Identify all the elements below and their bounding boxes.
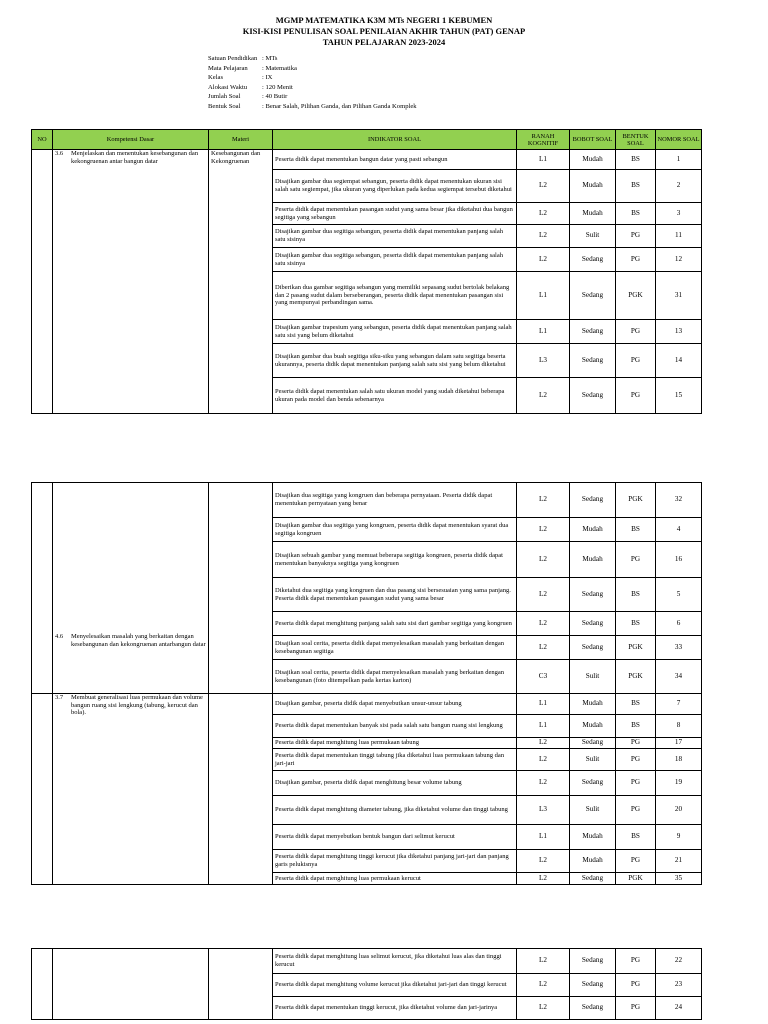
- nomor-cell: 33: [656, 636, 702, 660]
- meta-value: : 120 Menit: [262, 83, 293, 91]
- bentuk-cell: PG: [616, 997, 656, 1020]
- indikator-cell: Disajikan gambar, peserta didik dapat menyebutkan unsur-unsur tabung: [273, 694, 517, 715]
- bentuk-cell: BS: [616, 715, 656, 738]
- indikator-cell: Disajikan gambar dua buah segitiga siku-siku yang sebangun dalam satu segitiga beserta ukurannya, peserta didik dapat menentukan panjang salah satu sisi yang belum diketahui: [273, 344, 517, 378]
- ranah-cell: L1: [517, 272, 570, 320]
- nomor-cell: 9: [656, 825, 702, 850]
- nomor-cell: 8: [656, 715, 702, 738]
- bentuk-cell: PG: [616, 796, 656, 825]
- indikator-cell: Peserta didik dapat menentukan salah satu ukuran model yang sudah diketahui beberapa ukuran pada model dan benda sebenarnya: [273, 378, 517, 414]
- bobot-cell: Mudah: [570, 694, 616, 715]
- bentuk-cell: PGK: [616, 636, 656, 660]
- nomor-cell: 22: [656, 949, 702, 974]
- bobot-cell: Sedang: [570, 949, 616, 974]
- bobot-cell: Sedang: [570, 873, 616, 885]
- nomor-cell: 2: [656, 170, 702, 203]
- meta-label: Alokasi Waktu: [208, 83, 248, 91]
- nomor-cell: 5: [656, 578, 702, 612]
- ranah-cell: L2: [517, 636, 570, 660]
- bentuk-cell: PG: [616, 738, 656, 749]
- indikator-cell: Peserta didik dapat menentukan bangun datar yang pasti sebangun: [273, 150, 517, 170]
- kd-cell: [53, 694, 209, 885]
- ranah-cell: L2: [517, 483, 570, 518]
- kd-cell: [53, 483, 209, 694]
- bobot-cell: Sedang: [570, 771, 616, 796]
- ranah-cell: L2: [517, 850, 570, 873]
- doc-title-line2: KISI-KISI PENULISAN SOAL PENILAIAN AKHIR TAHUN (PAT) GENAP: [242, 26, 526, 36]
- kd-cell: [53, 150, 209, 414]
- bobot-cell: Sedang: [570, 578, 616, 612]
- nomor-cell: 15: [656, 378, 702, 414]
- header-kd: Kompetensi Dasar: [53, 130, 209, 150]
- bobot-cell: Mudah: [570, 715, 616, 738]
- meta-value: : Matematika: [262, 64, 297, 72]
- ranah-cell: L1: [517, 694, 570, 715]
- ranah-cell: L2: [517, 749, 570, 771]
- nomor-cell: 32: [656, 483, 702, 518]
- bentuk-cell: PGK: [616, 660, 656, 694]
- header-nomor: NOMOR SOAL: [656, 130, 702, 150]
- indikator-cell: Disajikan gambar dua segitiga yang kongruen, peserta didik dapat menentukan syarat dua segitiga kongruen: [273, 518, 517, 542]
- indikator-cell: Peserta didik dapat menentukan banyak sisi pada salah satu bangun ruang sisi lengkung: [273, 715, 517, 738]
- indikator-cell: Disajikan gambar trapesium yang sebangun, peserta didik dapat menentukan panjang salah satu sisi yang belum diketahui: [273, 320, 517, 344]
- ranah-cell: L3: [517, 344, 570, 378]
- nomor-cell: 20: [656, 796, 702, 825]
- bobot-cell: Sulit: [570, 225, 616, 248]
- kd-block: [55, 633, 206, 648]
- table-header-row: [32, 130, 702, 150]
- nomor-cell: 1: [656, 150, 702, 170]
- bobot-cell: Mudah: [570, 203, 616, 225]
- bentuk-cell: BS: [616, 170, 656, 203]
- materi-cell: [209, 483, 273, 694]
- ranah-cell: L2: [517, 203, 570, 225]
- table-row: [32, 150, 702, 170]
- bobot-cell: Sedang: [570, 344, 616, 378]
- bentuk-cell: PG: [616, 771, 656, 796]
- bentuk-cell: BS: [616, 612, 656, 636]
- indikator-cell: Peserta didik dapat menentukan pasangan sudut yang sama besar jika diketahui dua bangun segitiga yang sebangun: [273, 203, 517, 225]
- nomor-cell: 23: [656, 974, 702, 997]
- meta-row: [208, 73, 417, 83]
- indikator-cell: Peserta didik dapat menyebutkan bentuk bangun dari selimut kerucut: [273, 825, 517, 850]
- meta-label: Mata Pelajaran: [208, 64, 248, 72]
- indikator-cell: Disajikan gambar, peserta didik dapat menghitung besar volume tabung: [273, 771, 517, 796]
- meta-row: [208, 83, 417, 93]
- kd-cell: [53, 949, 209, 1020]
- header-materi: Materi: [209, 130, 273, 150]
- header-bentuk: BENTUK SOAL: [616, 130, 656, 150]
- ranah-cell: L2: [517, 518, 570, 542]
- bentuk-cell: PG: [616, 949, 656, 974]
- nomor-cell: 12: [656, 248, 702, 272]
- materi-cell: [209, 694, 273, 885]
- bobot-cell: Sedang: [570, 248, 616, 272]
- nomor-cell: 6: [656, 612, 702, 636]
- no-cell: [32, 150, 53, 414]
- bobot-cell: Sedang: [570, 997, 616, 1020]
- bentuk-cell: PG: [616, 248, 656, 272]
- kd-text: Menyelesaikan masalah yang berkaitan dengan kesebangunan dan kekongruenan antarbangun datar: [71, 633, 206, 648]
- ranah-cell: L2: [517, 578, 570, 612]
- bobot-cell: Sedang: [570, 738, 616, 749]
- nomor-cell: 14: [656, 344, 702, 378]
- kd-number: 3.7: [55, 694, 64, 701]
- nomor-cell: 35: [656, 873, 702, 885]
- indikator-cell: Disajikan soal cerita, peserta didik dapat menyelesaikan masalah yang berkaitan dengan kesebangunan segitiga: [273, 636, 517, 660]
- bobot-cell: Mudah: [570, 850, 616, 873]
- bentuk-cell: PGK: [616, 483, 656, 518]
- nomor-cell: 13: [656, 320, 702, 344]
- bobot-cell: Sedang: [570, 320, 616, 344]
- kisi-table-page2: [31, 482, 702, 885]
- bentuk-cell: PG: [616, 974, 656, 997]
- meta-label: Kelas: [208, 74, 224, 81]
- ranah-cell: L2: [517, 248, 570, 272]
- table-row: [32, 694, 702, 715]
- nomor-cell: 21: [656, 850, 702, 873]
- bentuk-cell: BS: [616, 150, 656, 170]
- meta-row: [208, 64, 417, 74]
- bentuk-cell: PG: [616, 850, 656, 873]
- bobot-cell: Sedang: [570, 974, 616, 997]
- indikator-cell: Peserta didik dapat menentukan tinggi tabung jika diketahui luas permukaan tabung dan jari-jari: [273, 749, 517, 771]
- indikator-cell: Peserta didik dapat menghitung diameter tabung, jika diketahui volume dan tinggi tabung: [273, 796, 517, 825]
- kd-block: [55, 150, 206, 165]
- indikator-cell: Peserta didik dapat menghitung luas permukaan kerucut: [273, 873, 517, 885]
- table-row: [32, 483, 702, 518]
- bobot-cell: Mudah: [570, 518, 616, 542]
- meta-value: : MTs: [262, 55, 278, 62]
- materi-cell: Kesebangunan dan Kekongruenan: [209, 150, 273, 414]
- bentuk-cell: BS: [616, 694, 656, 715]
- bentuk-cell: PGK: [616, 873, 656, 885]
- nomor-cell: 7: [656, 694, 702, 715]
- meta-row: [208, 54, 417, 64]
- indikator-cell: Peserta didik dapat menghitung tinggi kerucut jika diketahui panjang jari-jari dan panjang garis pelukisnya: [273, 850, 517, 873]
- indikator-cell: Disajikan gambar dua segitiga sebangun, peserta didik dapat menentukan panjang salah satu sisinya: [273, 248, 517, 272]
- bobot-cell: Mudah: [570, 150, 616, 170]
- ranah-cell: L1: [517, 320, 570, 344]
- bobot-cell: Mudah: [570, 825, 616, 850]
- meta-label: Satuan Pendidikan: [208, 55, 258, 62]
- indikator-cell: Diketahui dua segitiga yang kongruen dan dua pasang sisi bersesuaian yang sama panjang. Peserta didik dapat menentukan pasangan sudut yang sama besar: [273, 578, 517, 612]
- ranah-cell: L2: [517, 738, 570, 749]
- kd-number: 4.6: [55, 633, 64, 640]
- no-cell: [32, 949, 53, 1020]
- indikator-cell: Disajikan dua segitiga yang kongruen dan beberapa pernyataan. Peserta didik dapat menentukan pernyataan yang benar: [273, 483, 517, 518]
- bobot-cell: Sedang: [570, 272, 616, 320]
- bentuk-cell: BS: [616, 825, 656, 850]
- ranah-cell: L1: [517, 715, 570, 738]
- indikator-cell: Peserta didik dapat menghitung volume kerucut jika diketahui jari-jari dan tinggi kerucut: [273, 974, 517, 997]
- meta-value: : IX: [262, 74, 273, 81]
- indikator-cell: Peserta didik dapat menentukan tinggi kerucut, jika diketahui volume dan jari-jarinya: [273, 997, 517, 1020]
- header-no: NO: [32, 130, 53, 150]
- bentuk-cell: PG: [616, 320, 656, 344]
- ranah-cell: L1: [517, 150, 570, 170]
- indikator-cell: Disajikan gambar dua segiempat sebangun, peserta didik dapat menentukan ukuran sisi salah satu segiempat, jika ukuran yang diperlukan pada kedua segiempat tersebut diketahui: [273, 170, 517, 203]
- bentuk-cell: BS: [616, 203, 656, 225]
- materi-cell: [209, 949, 273, 1020]
- ranah-cell: L2: [517, 378, 570, 414]
- meta-label: Bentuk Soal: [208, 102, 241, 110]
- bentuk-cell: PG: [616, 378, 656, 414]
- bobot-cell: Mudah: [570, 170, 616, 203]
- indikator-cell: Peserta didik dapat menghitung luas permukaan tabung: [273, 738, 517, 749]
- ranah-cell: L2: [517, 170, 570, 203]
- bobot-cell: Sulit: [570, 660, 616, 694]
- bobot-cell: Sedang: [570, 378, 616, 414]
- indikator-cell: Disajikan gambar dua segitiga sebangun, peserta didik dapat menentukan panjang salah satu sisinya: [273, 225, 517, 248]
- nomor-cell: 24: [656, 997, 702, 1020]
- ranah-cell: L2: [517, 542, 570, 578]
- nomor-cell: 4: [656, 518, 702, 542]
- ranah-cell: L2: [517, 949, 570, 974]
- table-row: [32, 949, 702, 974]
- nomor-cell: 17: [656, 738, 702, 749]
- bobot-cell: Sedang: [570, 612, 616, 636]
- header-bobot: BOBOT SOAL: [570, 130, 616, 150]
- bobot-cell: Sedang: [570, 483, 616, 518]
- bentuk-cell: PG: [616, 542, 656, 578]
- ranah-cell: L1: [517, 825, 570, 850]
- meta-row: [208, 102, 417, 112]
- header-ranah: RANAH KOGNITIF: [517, 130, 570, 150]
- nomor-cell: 19: [656, 771, 702, 796]
- nomor-cell: 34: [656, 660, 702, 694]
- nomor-cell: 3: [656, 203, 702, 225]
- doc-title-line1: MGMP MATEMATIKA K3M MTs NEGERI 1 KEBUMEN: [275, 15, 493, 25]
- kd-text: Membuat generalisasi luas permukaan dan volume bangun ruang sisi lengkung (tabung, kerucut dan bola).: [71, 694, 203, 717]
- doc-title-line3: TAHUN PELAJARAN 2023-2024: [322, 37, 446, 47]
- nomor-cell: 18: [656, 749, 702, 771]
- ranah-cell: L2: [517, 612, 570, 636]
- bentuk-cell: BS: [616, 518, 656, 542]
- no-cell: [32, 694, 53, 885]
- indikator-cell: Peserta didik dapat menghitung luas selimut kerucut, jika diketahui luas alas dan tinggi kerucut: [273, 949, 517, 974]
- bentuk-cell: PG: [616, 344, 656, 378]
- meta-value: : 40 Butir: [262, 93, 288, 100]
- indikator-cell: Disajikan soal cerita, peserta didik dapat menyelesaikan masalah yang berkaitan dengan kesebangunan (foto ditempelkan pada kertas karton): [273, 660, 517, 694]
- meta-label: Jumlah Soal: [208, 93, 241, 100]
- ranah-cell: L3: [517, 796, 570, 825]
- bentuk-cell: PGK: [616, 272, 656, 320]
- bobot-cell: Sedang: [570, 636, 616, 660]
- meta-value: : Benar Salah, Pilihan Ganda, dan Pilihan Ganda Komplek: [262, 102, 417, 110]
- ranah-cell: L2: [517, 974, 570, 997]
- meta-block: [208, 54, 417, 111]
- bobot-cell: Mudah: [570, 542, 616, 578]
- header-indikator: INDIKATOR SOAL: [273, 130, 517, 150]
- bentuk-cell: PG: [616, 225, 656, 248]
- meta-row: [208, 92, 417, 102]
- no-cell: [32, 483, 53, 694]
- indikator-cell: Peserta didik dapat menghitung panjang salah satu sisi dari gambar segitiga yang kongruen: [273, 612, 517, 636]
- indikator-cell: Diberikan dua gambar segitiga sebangun yang memiliki sepasang sudut bertolak belakang dan 2 pasang sudut dalam berseberangan, peserta didik dapat menentukan pasangan sisi yang mempunyai perbandingan sama.: [273, 272, 517, 320]
- ranah-cell: L2: [517, 873, 570, 885]
- kd-block: [55, 694, 206, 717]
- ranah-cell: L2: [517, 225, 570, 248]
- indikator-cell: Disajikan sebuah gambar yang memuat beberapa segitiga kongruen, peserta didik dapat menentukan banyaknya segitiga yang kongruen: [273, 542, 517, 578]
- ranah-cell: L2: [517, 771, 570, 796]
- kd-number: 3.6: [55, 150, 64, 157]
- bobot-cell: Sulit: [570, 796, 616, 825]
- nomor-cell: 11: [656, 225, 702, 248]
- kisi-table-page3: [31, 948, 702, 1020]
- kd-text: Menjelaskan dan menentukan kesebangunan dan kekongruenan antar bangun datar: [71, 150, 199, 165]
- nomor-cell: 31: [656, 272, 702, 320]
- ranah-cell: C3: [517, 660, 570, 694]
- ranah-cell: L2: [517, 997, 570, 1020]
- bobot-cell: Sulit: [570, 749, 616, 771]
- nomor-cell: 16: [656, 542, 702, 578]
- bentuk-cell: PG: [616, 749, 656, 771]
- kisi-table-page1: [31, 129, 702, 414]
- bentuk-cell: BS: [616, 578, 656, 612]
